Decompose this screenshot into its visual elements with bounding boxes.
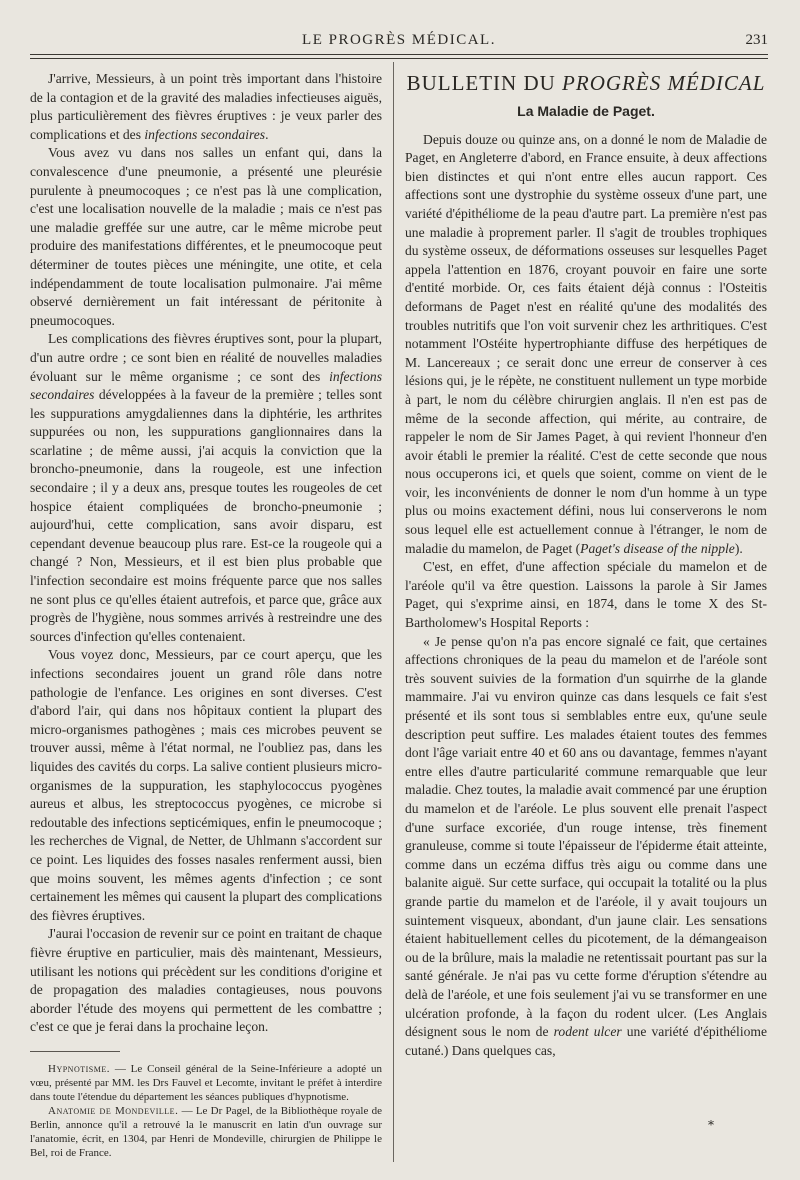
note-lead: Hypnotisme. bbox=[48, 1062, 110, 1075]
article-title: La Maladie de Paget. bbox=[517, 103, 655, 119]
note-text: — Le Dr Pagel, de la Bibliothèque royale de Berlin, annonce qu'il a retrouvé la le manuscrit en latin d'un ouvrage sur l'anatomie, écrit, en 1304, par Henri de Mondeville, chirurgien de Philippe le Bel, roi de France. bbox=[30, 1104, 383, 1159]
column-divider bbox=[393, 62, 394, 1162]
bulletin-title bbox=[405, 70, 767, 96]
paragraph-text: ). bbox=[734, 540, 743, 556]
paragraph-text: Depuis douze ou quinze ans, on a donné le nom de Maladie de Paget, en Angleterre d'abord, en France ensuite, à deux affections bien distinctes et qui n'ont entre elles aucun rapport. Ces affections sont une dystrophie du système osseux d'une part, une variété d'épithéliome de la peau d'autre part. La première n'est pas une maladie à proprement parler. Il s'agit de troubles trophiques du système osseux, de déformations osseuses sur lesquelles Paget appela l'attention en 1876, croyant pouvoir en faire une sorte d'entité morbide. Or, ces faits étaient déjà connus : l'Osteitis deformans de Paget n'est en réalité qu'une des modalités des troubles nutritifs que l'on voit survenir chez les arthritiques. C'est notamment l'Ostéite hypertrophiante diffuse des herpétiques de M. Lancereaux ; ce serait donc une erreur de conserver à ces lésions qui, je le répète, ne constituent nullement un type morbide à part, le nom du célèbre chirurgien anglais. Il n'en est pas de même de la seconde affection, qui mérite, au contraire, de rappeler le nom de Sir James Paget, à qui revient l'honneur d'en avoir établi le premier la réalité. C'est de cette seconde que nous nous occuperons ici, et quels que soient, comme on vient de le voir, les inconvénients de donner le nom d'un homme à un type plus ou moins exactement défini, nous lui conserverons le nom sous lequel elle est actuellement connue à l'étranger, le nom de maladie du mamelon, de Paget ( bbox=[405, 131, 767, 556]
note-lead: Anatomie de Mondeville. bbox=[48, 1104, 179, 1117]
paragraph-text: J'arrive, Messieurs, à un point très important dans l'histoire de la contagion et de la gravité des maladies infectieuses aiguës, plus particulièrement des fièvres éruptives : je veux parler des complications et des bbox=[30, 71, 382, 142]
bulletin-journal-name: PROGRÈS MÉDICAL bbox=[562, 71, 766, 95]
left-column bbox=[30, 70, 382, 1160]
page-number: 231 bbox=[745, 32, 768, 48]
paragraph bbox=[405, 633, 767, 1061]
journal-title: LE PROGRÈS MÉDICAL. bbox=[302, 32, 496, 48]
running-head bbox=[30, 30, 768, 52]
paragraph: Vous voyez donc, Messieurs, par ce court aperçu, que les infections secondaires jouent un grand rôle dans notre pathologie de l'enfance. Les origines en sont diverses. C'est d'abord l'air, qui dans nos hôpitaux contient la plupart des micro-organismes pathogènes ; mais ces microbes peuvent se trouver aussi, même à l'état normal, ne l'oubliez pas, dans les liquides des cavités du corps. La salive contient plusieurs micro-organismes de la suppuration, les staphylococcus pyogènes aureus et albus, les streptococcus pyogènes, ce microbe si redoutable des infections septicémiques, enfin le pneumocoque ; les recherches de Vignal, de Netter, de Uhlmann s'accordent sur ce point. Les liquides des fosses nasales renferment aussi, bien que moins souvent, les mêmes agents d'infection ; ce sont certainement les mêmes qui causent la plupart des complications des fièvres éruptives. bbox=[30, 647, 382, 923]
paragraph-text: une variété d'épithéliome cutané.) Dans quelques cas, bbox=[405, 1024, 768, 1058]
notes-separator bbox=[30, 1051, 120, 1052]
news-note bbox=[30, 1104, 382, 1160]
italic-phrase: Paget's disease of the nipple bbox=[580, 540, 735, 556]
paragraph: Vous avez vu dans nos salles un enfant qui, dans la convalescence d'une pneumonie, a présenté une pleurésie purulente à pneumocoques ; ce n'est pas là une complication, c'est une localisation nouvelle de la maladie ; mais ce n'est pas une maladie greffée sur une autre, car le même microbe peut produire des manifestations différentes, et le pneumocoque peut déterminer de toutes pièces une méningite, une otite, et cela indépendamment de toute localisation pulmonaire. J'ai même observé dernièrement un fait intéressant de péritonite à pneumocoques. bbox=[30, 145, 382, 328]
right-column bbox=[405, 70, 767, 1060]
paragraph: C'est, en effet, d'une affection spéciale du mamelon et de l'aréole qu'il va être question. Laissons la parole à Sir James Paget, qui s'exprime ainsi, en 1874, dans le tome X des St-Bartholomew's Hospital Reports : bbox=[405, 559, 767, 631]
italic-phrase: rodent ulcer bbox=[553, 1024, 622, 1040]
paragraph bbox=[405, 131, 767, 559]
paragraph bbox=[30, 330, 382, 646]
footer-asterisk: * bbox=[708, 1118, 714, 1132]
paragraph-text: « Je pense qu'on n'a pas encore signalé ce fait, que certaines affections chroniques de la peau du mamelon et de l'aréole sont très souvent suivies de la formation d'un squirrhe de la glande mammaire. J'ai vu environ quinze cas dans lesquels ce fait s'est présenté et ils sont tous si semblables entre eux, qu'une seule description peut suffire. Les malades étaient toutes des femmes dont l'âge variait entre 40 et 60 ans ou davantage, femmes n'ayant entre elles d'autre particularité commune remarquable que leur maladie. Chez toutes, la maladie avait commencé par une éruption du mamelon et de l'aréole. Le plus souvent elle prenait l'aspect d'une surface excoriée, d'un rouge intense, très finement granuleuse, comme si toute l'épaisseur de l'épiderme était atteinte, comme dans un eczéma diffus très aigu ou comme dans une balanite aiguë. Sur cette surface, qui occupait la totalité ou la plus grande partie du mamelon et de l'aréole, il y avait toujours un suintement visqueux, abondant, d'un jaune clair. Les sensations étaient habituellement celles du picotement, de la démangeaison ou de la brûlure, mais la maladie ne retentissait pourtant pas sur la santé générale. Je n'ai pas vu cette forme d'éruption s'étendre au delà de l'aréole, et une fois seulement j'ai vu se transformer en une ulcération profonde, à la façon du rodent ulcer. (Les Anglais désignent sous le nom de bbox=[405, 633, 767, 1040]
header-rule-thin bbox=[30, 58, 768, 59]
italic-phrase: infections secondaires bbox=[144, 126, 266, 142]
bulletin-prefix: BULLETIN DU bbox=[406, 71, 563, 95]
italic-phrase: infections secondaires bbox=[30, 368, 382, 403]
paragraph-text: Les complications des fièvres éruptives sont, pour la plupart, d'un autre ordre ; ce sont bien en réalité de nouvelles maladies évoluant sur le même organisme ; ce sont des bbox=[30, 331, 382, 384]
paragraph: J'aurai l'occasion de revenir sur ce point en traitant de chaque fièvre éruptive en particulier, mais dès maintenant, Messieurs, utilisant les notions qui précèdent sur les conditions d'origine et de propagation des maladies contagieuses, nous pouvons aborder l'étude des moyens qui permettent de les combattre ; c'est ce que je ferai dans la prochaine leçon. bbox=[30, 926, 382, 1035]
paragraph-text: . bbox=[265, 126, 269, 142]
header-rule bbox=[30, 54, 768, 55]
news-note bbox=[30, 1062, 382, 1104]
note-text: — Le Conseil général de la Seine-Inférieure a adopté un vœu, présenté par MM. les Drs Fauvel et Lecomte, invitant le préfet à interdire dans toute l'étendue du département les séances publiques d'hypnotisme. bbox=[30, 1062, 382, 1103]
paragraph bbox=[30, 70, 382, 144]
paragraph-text: développées à la faveur de la première ; telles sont les suppurations amygdaliennes dans la diphtérie, les arthrites suppurées ou non, les suppurations ganglionnaires dans la scarlatine ; de même aussi, j'ai acquis la conviction que la broncho-pneumonie, dans la rougeole, est une infection secondaire ; il y a deux ans, presque toutes les rougeoles de cet hospice étaient compliquées de broncho-pneumonie ; aujourd'hui, cette complication, sans avoir disparu, est cependant devenue beaucoup plus rare. Est-ce la rougeole qui a changé ? Non, Messieurs, et il est bien plus probable que l'infection secondaire est moins fréquente parce que nos salles ne sont plus ce qu'elles étaient autrefois, et parce que, grâce aux progrès de l'hygiène, nous sommes arrivés à restreindre une des sources d'infection qu'elles contenaient. bbox=[30, 387, 382, 644]
